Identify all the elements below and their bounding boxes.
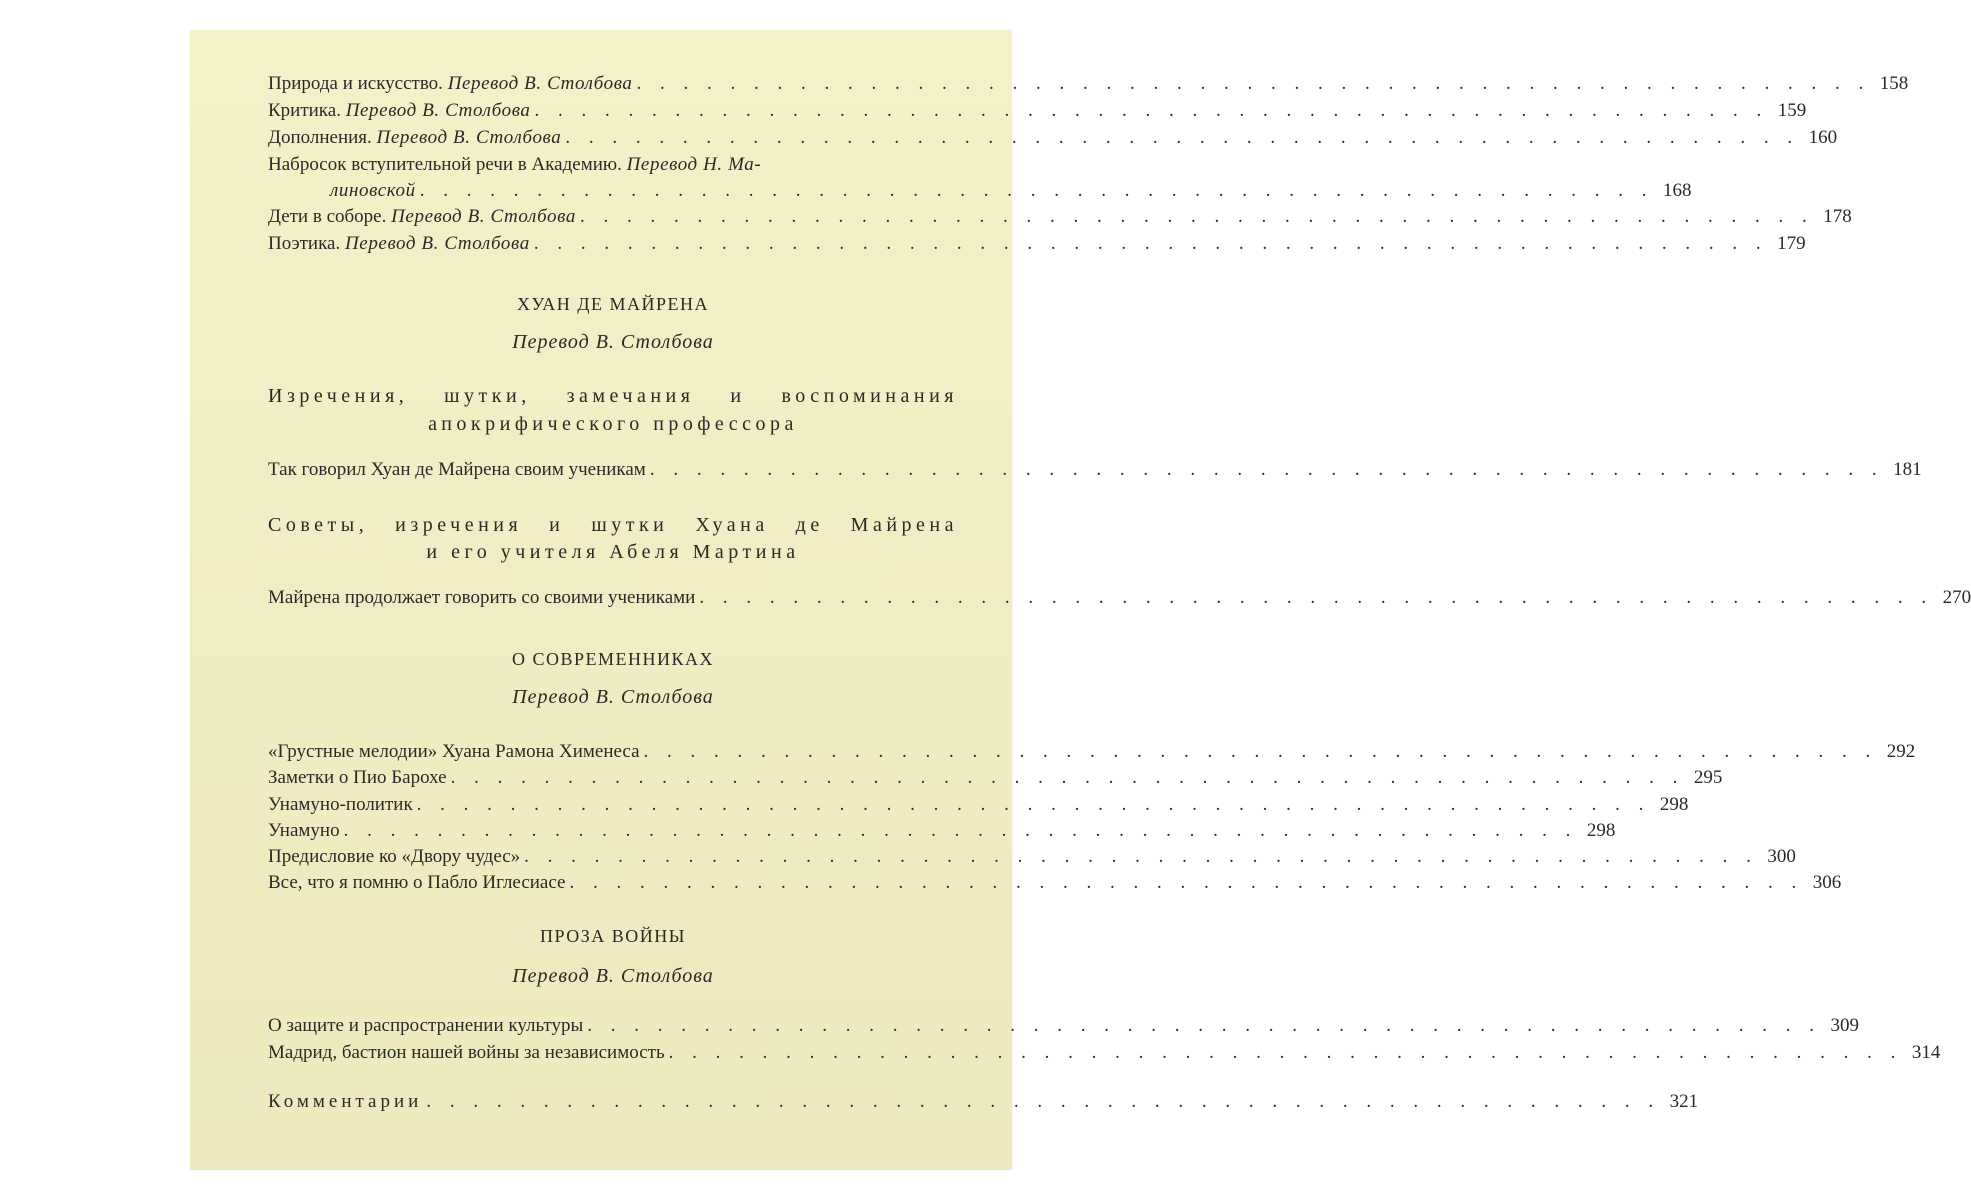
entry-title: Природа и искусство. [268,73,443,94]
page-number: 158 [1879,73,1909,94]
page-number: 178 [1823,206,1852,227]
page-number: 270 [1942,587,1971,608]
section-translator: Перевод В. Столбова [512,331,714,353]
entry-title: Набросок вступительной речи в Академию. [268,154,622,175]
dot-leader: . . . . . . . . . . . . . . . . . . . . . . . . . . . . . . . . . . . . . . . . . . . . . . . . . . . . . [643,741,1878,762]
entry-title: Дети в соборе. [268,206,387,227]
entry-title: Поэтика. [268,233,341,254]
entry-title: Все, что я помню о Пабло Иглесиасе [268,872,566,893]
entry-title: О защите и распространении культуры [268,1015,584,1036]
table-of-contents [268,0,1971,1200]
toc-entry [268,456,1922,484]
page-number: 298 [1659,794,1689,815]
toc-entry-line1 [268,151,958,179]
page-number: 159 [1777,100,1807,121]
entry-title: Унамуно-политик [268,794,413,815]
dot-leader: . . . . . . . . . . . . . . . . . . . . . . . . . . . . . . . . . . . . . . . . . . . . . . . . . . . . . [649,459,1884,480]
dot-leader: . . . . . . . . . . . . . . . . . . . . . . . . . . . . . . . . . . . . . . . . . . . . . . . . . . . . . [524,846,1758,867]
entry-title: Так говорил Хуан де Майрена своим ученикам [268,459,646,480]
dot-leader: . . . . . . . . . . . . . . . . . . . . . . . . . . . . . . . . . . . . . . . . . . . . . . . . . . . . . [343,820,1578,841]
entry-translator: Перевод В. Столбова [345,100,531,121]
section-translator: Перевод В. Столбова [512,965,714,987]
entry-translator: Перевод Н. Ма- [626,154,762,175]
dot-leader: . . . . . . . . . . . . . . . . . . . . . . . . . . . . . . . . . . . . . . . . . . . . . . . . . . . . . [587,1015,1821,1036]
entry-title: Дополнения. [268,127,372,148]
toc-entry [268,1012,1859,1040]
dot-leader: . . . . . . . . . . . . . . . . . . . . . . . . . . . . . . . . . . . . . . . . . . . . . . . . . . . . . [668,1042,1903,1063]
page-number: 292 [1886,741,1916,762]
entry-translator: Перевод В. Столбова [391,206,576,227]
page-number: 295 [1693,767,1723,788]
toc-entry-line2 [268,177,1692,205]
entry-title: Критика. [268,100,341,121]
toc-entry [268,203,1852,231]
section-heading: ПРОЗА ВОЙНЫ [540,926,686,946]
toc-entry [268,1039,1941,1067]
part-title-line: апокрифического профессора [428,413,798,435]
toc-entry [268,97,1807,125]
toc-entry [268,124,1838,152]
page-number: 306 [1812,872,1842,893]
entry-translator-cont: линовской [330,180,416,201]
toc-entry [268,738,1916,766]
dot-leader: . . . . . . . . . . . . . . . . . . . . . . . . . . . . . . . . . . . . . . . . . . . . . . . . . . . . . [579,206,1814,227]
dot-leader: . . . . . . . . . . . . . . . . . . . . . . . . . . . . . . . . . . . . . . . . . . . . . . . . . . . . . [450,767,1685,788]
dot-leader: . . . . . . . . . . . . . . . . . . . . . . . . . . . . . . . . . . . . . . . . . . . . . . . . . . . . . [416,794,1651,815]
entry-title: Унамуно [268,820,340,841]
page-number: 300 [1767,846,1796,867]
part-title-line: Советы, изречения и шутки Хуана де Майрена [268,514,958,536]
page-number: 179 [1777,233,1806,254]
toc-entry [268,791,1689,819]
dot-leader: . . . . . . . . . . . . . . . . . . . . . . . . . . . . . . . . . . . . . . . . . . . . . . . . . . . . . [569,872,1804,893]
entry-title: Мадрид, бастион нашей войны за независимость [268,1042,665,1063]
section-translator: Перевод В. Столбова [512,686,714,708]
entry-translator: Перевод В. Столбова [344,233,530,254]
page-number: 309 [1830,1015,1859,1036]
page-number: 298 [1586,820,1616,841]
section-heading: ХУАН ДЕ МАЙРЕНА [516,294,710,314]
page-number: 181 [1893,459,1922,480]
entry-title: Комментарии [268,1091,423,1112]
entry-title: «Грустные мелодии» Хуана Рамона Хименеса [268,741,640,762]
toc-entry [268,764,1723,792]
dot-leader: . . . . . . . . . . . . . . . . . . . . . . . . . . . . . . . . . . . . . . . . . . . . . . . . . . . . . [565,127,1800,148]
dot-leader: . . . . . . . . . . . . . . . . . . . . . . . . . . . . . . . . . . . . . . . . . . . . . . . . . . . . . [419,180,1654,201]
toc-entry [268,584,1971,612]
toc-entry [268,869,1842,897]
toc-entry [268,70,1909,98]
dot-leader: . . . . . . . . . . . . . . . . . . . . . . . . . . . . . . . . . . . . . . . . . . . . . . . . . . . . . [534,100,1769,121]
entry-title: Предисловие ко «Двору чудес» [268,846,521,867]
toc-entry-comments [268,1088,1699,1116]
dot-leader: . . . . . . . . . . . . . . . . . . . . . . . . . . . . . . . . . . . . . . . . . . . . . . . . . . . . . [636,73,1871,94]
entry-translator: Перевод В. Столбова [447,73,633,94]
toc-entry [268,817,1616,845]
toc-entry [268,843,1796,871]
part-title-line: и его учителя Абеля Мартина [426,541,800,563]
entry-title: Майрена продолжает говорить со своими учениками [268,587,696,608]
page-number: 160 [1808,127,1838,148]
page-number: 168 [1662,180,1692,201]
section-heading: О СОВРЕМЕННИКАХ [511,649,715,669]
dot-leader: . . . . . . . . . . . . . . . . . . . . . . . . . . . . . . . . . . . . . . . . . . . . . . . . . . . . . [699,587,1934,608]
page-number: 321 [1669,1091,1699,1112]
dot-leader: . . . . . . . . . . . . . . . . . . . . . . . . . . . . . . . . . . . . . . . . . . . . . . . . . . . . . [533,233,1768,254]
entry-translator: Перевод В. Столбова [376,127,562,148]
dot-leader: . . . . . . . . . . . . . . . . . . . . . . . . . . . . . . . . . . . . . . . . . . . . . . . . . . . . . [426,1091,1661,1112]
page-number: 314 [1911,1042,1941,1063]
entry-title: Заметки о Пио Барохе [268,767,447,788]
toc-entry [268,230,1806,258]
part-title-line: Изречения, шутки, замечания и воспоминания [268,385,958,407]
